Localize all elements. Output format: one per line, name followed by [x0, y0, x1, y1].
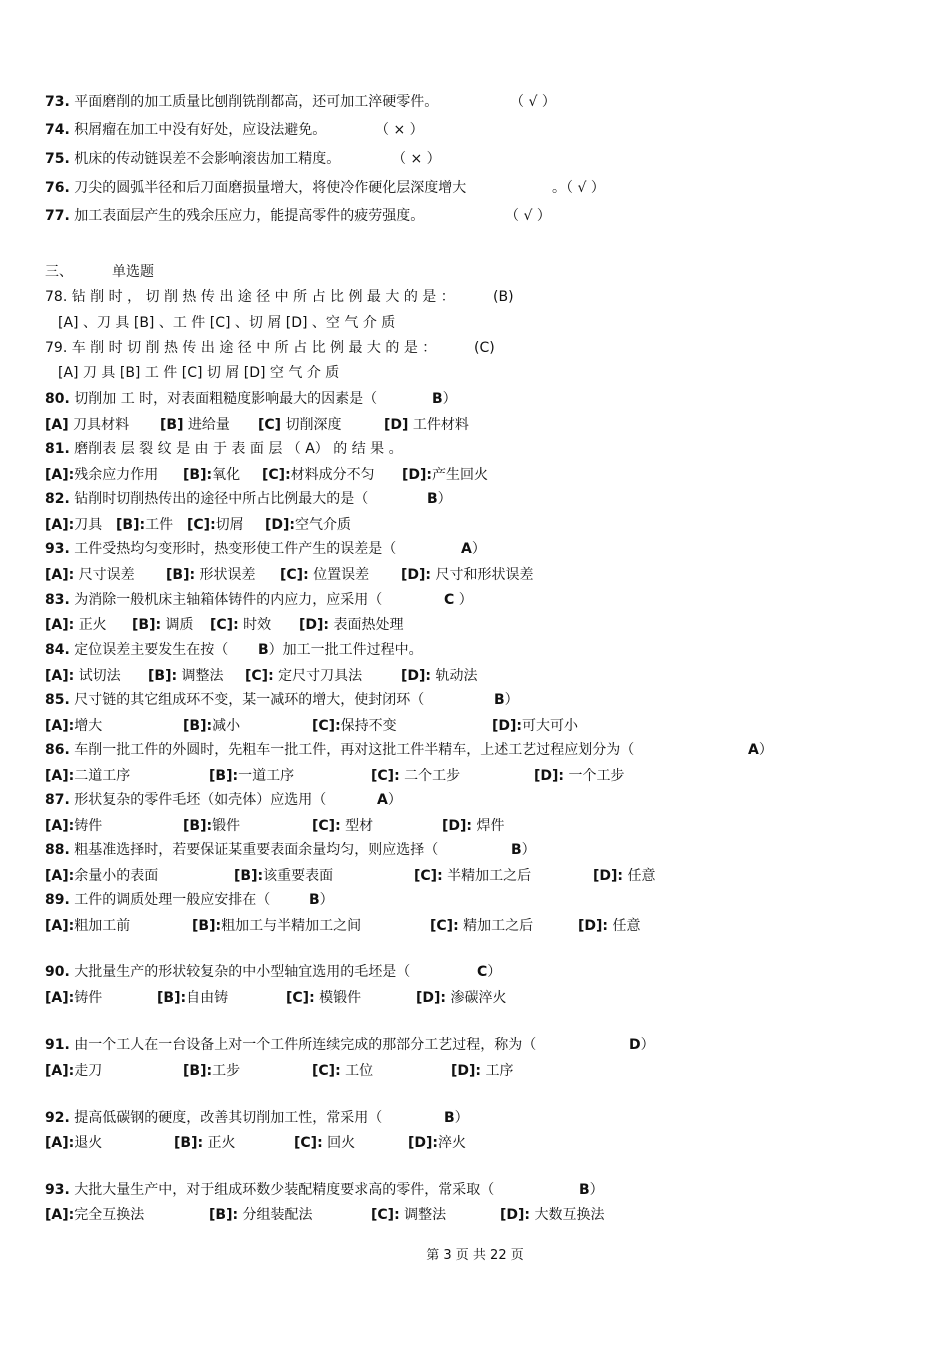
- option-d: [384, 416, 469, 434]
- section-number: 三、: [45, 264, 73, 280]
- section-title: 单选题: [112, 264, 154, 280]
- question-92: [45, 1109, 382, 1127]
- option-key: [D]:: [408, 1135, 439, 1151]
- question-85: [45, 691, 424, 709]
- option-a: [45, 466, 158, 484]
- question-text: 加工表面层产生的残余压应力，能提高零件的疲劳强度。: [74, 208, 425, 224]
- option-b: [183, 466, 240, 484]
- tf-answer-mark: （ × ）: [392, 151, 441, 167]
- option-key: [A]:: [45, 467, 75, 483]
- option-key: [B]:: [116, 517, 146, 533]
- option-key: [C]:: [280, 567, 309, 583]
- option-d: [401, 566, 533, 584]
- question-text: 大批量生产的形状较复杂的中小型轴宜选用的毛坯是（: [74, 964, 411, 980]
- option-text: 渗碳淬火: [450, 990, 507, 1006]
- answer-close: ）: [442, 391, 457, 407]
- option-d: [578, 917, 640, 935]
- question-93b: [45, 1181, 494, 1199]
- question-answer: [427, 490, 452, 508]
- option-key: [B]:: [166, 567, 196, 583]
- option-text: 粗加工与半精加工之间: [221, 918, 362, 934]
- option-key: [D]:: [593, 868, 624, 884]
- option-key: [D]:: [265, 517, 296, 533]
- answer-letter: A: [377, 792, 388, 808]
- option-text: 工序: [485, 1063, 514, 1079]
- question-number: 73.: [45, 94, 70, 110]
- option-key: [B]:: [209, 1207, 239, 1223]
- answer-letter: A: [748, 742, 759, 758]
- option-b: [174, 1134, 236, 1152]
- option-c: [258, 416, 342, 434]
- option-text: 回火: [327, 1135, 356, 1151]
- option-c: [210, 616, 271, 634]
- tf-item-76: [45, 179, 466, 197]
- option-key: [D]:: [416, 990, 447, 1006]
- option-key: [B]:: [157, 990, 187, 1006]
- option-key: [C]:: [430, 918, 459, 934]
- answer-close: ）: [521, 842, 536, 858]
- question-number: 89.: [45, 892, 70, 908]
- option-key: [C]:: [187, 517, 216, 533]
- question-number: 87.: [45, 792, 70, 808]
- answer-close: ）加工一批工件过程中。: [268, 642, 423, 658]
- option-b: [160, 416, 230, 434]
- option-key: [D]:: [442, 818, 473, 834]
- option-c: [187, 516, 244, 534]
- option-text: 正火: [207, 1135, 236, 1151]
- question-84: [45, 641, 228, 659]
- answer-close: ）: [758, 742, 773, 758]
- option-key: [A]:: [45, 668, 75, 684]
- question-text: 形状复杂的零件毛坯（如壳体）应选用（: [74, 792, 327, 808]
- option-text: 一个工步: [568, 768, 625, 784]
- option-key: [D]:: [500, 1207, 531, 1223]
- question-91: [45, 1036, 536, 1054]
- option-b: [116, 516, 173, 534]
- question-answer: [258, 641, 423, 659]
- question-answer: [629, 1036, 655, 1054]
- option-text: 试切法: [78, 668, 121, 684]
- option-d: [534, 767, 624, 785]
- option-b: [148, 667, 224, 685]
- answer-letter: B: [511, 842, 522, 858]
- option-text: 工步: [212, 1063, 241, 1079]
- question-text: 磨削表 层 裂 纹 是 由 于 表 面 层 （ A） 的 结 果 。: [74, 441, 403, 457]
- option-key: [A]:: [45, 818, 75, 834]
- answer-close: ）: [471, 541, 486, 557]
- question-number: 85.: [45, 692, 70, 708]
- option-key: [A]:: [45, 1207, 75, 1223]
- question-number: 84.: [45, 642, 70, 658]
- question-text: 刀尖的圆弧半径和后刀面磨损量增大，将使冷作硬化层深度增大: [74, 180, 467, 196]
- option-key: [D]:: [534, 768, 565, 784]
- option-key: [B]:: [183, 818, 213, 834]
- option-key: [B]:: [132, 617, 162, 633]
- option-b: [166, 566, 256, 584]
- option-text: 精加工之后: [463, 918, 534, 934]
- question-number: 93.: [45, 1182, 70, 1198]
- option-key: [C]:: [210, 617, 239, 633]
- question-number: 83.: [45, 592, 70, 608]
- option-text: 时效: [243, 617, 272, 633]
- option-text: 位置误差: [313, 567, 370, 583]
- tf-item-77: [45, 207, 424, 225]
- option-key: [C]:: [371, 1207, 400, 1223]
- option-text: 模锻件: [319, 990, 362, 1006]
- question-text: 积屑瘤在加工中没有好处，应设法避免。: [74, 122, 327, 138]
- option-d: [299, 616, 403, 634]
- option-d: [492, 717, 578, 735]
- option-key: [C]:: [286, 990, 315, 1006]
- question-number: 80.: [45, 391, 70, 407]
- option-key: [D]:: [299, 617, 330, 633]
- answer-letter: B: [579, 1182, 590, 1198]
- question-number: 90.: [45, 964, 70, 980]
- option-a: [45, 767, 130, 785]
- answer-letter: B: [494, 692, 505, 708]
- option-text: 切屑: [215, 517, 244, 533]
- option-text: 型材: [345, 818, 374, 834]
- question-text: 车削一批工件的外圆时，先粗车一批工件，再对这批工件半精车，上述工艺过程应划分为（: [74, 742, 635, 758]
- option-key: [A]:: [45, 1063, 75, 1079]
- option-key: [C]:: [414, 868, 443, 884]
- answer-close: ）: [319, 892, 334, 908]
- question-answer: [432, 390, 457, 408]
- option-key: [A]:: [45, 718, 75, 734]
- option-key: [D]:: [401, 668, 432, 684]
- option-key: [A]:: [45, 617, 75, 633]
- option-text: 二个工步: [404, 768, 461, 784]
- option-key: [A]:: [45, 918, 75, 934]
- question-text: 切削加 工 时，对表面粗糙度影响最大的因素是（: [74, 391, 378, 407]
- question-81: [45, 440, 403, 458]
- question-number: 81.: [45, 441, 70, 457]
- tf-item-73: [45, 93, 438, 111]
- question-78-options: [A] 、刀 具 [B] 、工 件 [C] 、切 屑 [D] 、空 气 介 质: [58, 315, 396, 331]
- question-text: 工件受热均匀变形时，热变形使工件产生的误差是（: [74, 541, 397, 557]
- question-answer: [444, 1109, 469, 1127]
- option-text: 切削深度: [285, 417, 342, 433]
- option-c: [312, 1062, 373, 1080]
- answer-close: ）: [589, 1182, 604, 1198]
- question-text: 由一个工人在一台设备上对一个工件所连续完成的那部分工艺过程，称为（: [74, 1037, 537, 1053]
- option-d: [442, 817, 504, 835]
- option-a: [45, 989, 102, 1007]
- question-88: [45, 841, 438, 859]
- option-b: [157, 989, 228, 1007]
- question-82: [45, 490, 368, 508]
- option-text: 保持不变: [340, 718, 397, 734]
- option-text: 自由铸: [186, 990, 229, 1006]
- option-text: 工件材料: [412, 417, 469, 433]
- answer-letter: D: [629, 1037, 641, 1053]
- answer-letter: C: [444, 592, 455, 608]
- page-footer: 第 3 页 共 22 页: [426, 1248, 524, 1263]
- option-text: 产生回火: [432, 467, 489, 483]
- question-number: 86.: [45, 742, 70, 758]
- question-text: 工件的调质处理一般应安排在（: [74, 892, 271, 908]
- option-key: [B]:: [183, 1063, 213, 1079]
- answer-close: ）: [640, 1037, 655, 1053]
- question-answer: [579, 1181, 604, 1199]
- option-d: [401, 667, 477, 685]
- answer-letter: B: [427, 491, 438, 507]
- option-key: [B]:: [174, 1135, 204, 1151]
- option-text: 铸件: [74, 990, 103, 1006]
- option-d: [416, 989, 506, 1007]
- option-key: [D]:: [492, 718, 523, 734]
- option-c: [294, 1134, 355, 1152]
- option-key: [D]: [384, 417, 409, 433]
- question-text: 提高低碳钢的硬度，改善其切削加工性，常采用（: [74, 1110, 383, 1126]
- option-c: [245, 667, 362, 685]
- answer-letter: B: [258, 642, 269, 658]
- option-text: 氧化: [212, 467, 241, 483]
- option-b: [132, 616, 194, 634]
- option-b: [209, 767, 294, 785]
- option-key: [A]:: [45, 990, 75, 1006]
- option-key: [A]:: [45, 768, 75, 784]
- question-number: 75.: [45, 151, 70, 167]
- option-a: [45, 1134, 102, 1152]
- option-text: 调整法: [181, 668, 224, 684]
- option-key: [A]: [45, 417, 69, 433]
- option-text: 轨动法: [435, 668, 478, 684]
- answer-close: ）: [437, 491, 452, 507]
- question-79-answer: (C): [474, 340, 495, 356]
- question-87: [45, 791, 326, 809]
- option-text: 尺寸误差: [78, 567, 135, 583]
- option-text: 焊件: [476, 818, 505, 834]
- question-number: 93.: [45, 541, 70, 557]
- question-86: [45, 741, 634, 759]
- option-a: [45, 1062, 102, 1080]
- option-text: 表面热处理: [333, 617, 404, 633]
- option-text: 淬火: [438, 1135, 467, 1151]
- question-text: 为消除一般机床主轴箱体铸件的内应力，应采用（: [74, 592, 383, 608]
- option-text: 材料成分不匀: [290, 467, 375, 483]
- question-78-answer: (B): [493, 289, 514, 305]
- question-79-options: [A] 刀 具 [B] 工 件 [C] 切 屑 [D] 空 气 介 质: [58, 365, 340, 381]
- option-text: 形状误差: [199, 567, 256, 583]
- option-text: 尺寸和形状误差: [435, 567, 534, 583]
- option-d: [451, 1062, 513, 1080]
- option-text: 退火: [74, 1135, 103, 1151]
- option-key: [B]:: [183, 718, 213, 734]
- option-c: [371, 1206, 446, 1224]
- question-answer: [461, 540, 486, 558]
- option-key: [A]:: [45, 567, 75, 583]
- tf-answer-mark: 。（ √ ）: [552, 180, 605, 196]
- option-key: [B]:: [183, 467, 213, 483]
- question-text: 粗基准选择时，若要保证某重要表面余量均匀，则应选择（: [74, 842, 439, 858]
- option-c: [414, 867, 531, 885]
- question-number: 77.: [45, 208, 70, 224]
- option-text: 粗加工前: [74, 918, 131, 934]
- option-text: 减小: [212, 718, 241, 734]
- question-number: 74.: [45, 122, 70, 138]
- answer-close: ）: [487, 964, 502, 980]
- option-b: [209, 1206, 313, 1224]
- option-text: 二道工序: [74, 768, 131, 784]
- option-a: [45, 416, 129, 434]
- question-93a: [45, 540, 396, 558]
- option-key: [B]: [160, 417, 184, 433]
- option-key: [A]:: [45, 517, 75, 533]
- question-answer: [511, 841, 536, 859]
- option-d: [402, 466, 488, 484]
- option-key: [D]:: [402, 467, 433, 483]
- answer-letter: A: [461, 541, 472, 557]
- option-key: [C]:: [245, 668, 274, 684]
- option-key: [C]: [258, 417, 282, 433]
- question-83: [45, 591, 382, 609]
- tf-answer-mark: （ √ ）: [510, 94, 556, 110]
- option-text: 半精加工之后: [447, 868, 532, 884]
- option-c: [371, 767, 460, 785]
- option-text: 调整法: [404, 1207, 447, 1223]
- question-answer: [377, 791, 402, 809]
- question-number: 82.: [45, 491, 70, 507]
- option-text: 可大可小: [522, 718, 579, 734]
- option-b: [183, 817, 240, 835]
- option-text: 铸件: [74, 818, 103, 834]
- option-key: [D]:: [578, 918, 609, 934]
- option-text: 锻件: [212, 818, 241, 834]
- question-text: 钻削时切削热传出的途径中所占比例最大的是（: [74, 491, 369, 507]
- option-key: [B]:: [209, 768, 239, 784]
- tf-item-74: [45, 121, 326, 139]
- question-number: 91.: [45, 1037, 70, 1053]
- option-a: [45, 1206, 144, 1224]
- option-d: [500, 1206, 604, 1224]
- option-b: [183, 717, 240, 735]
- option-a: [45, 867, 158, 885]
- option-d: [408, 1134, 466, 1152]
- option-text: 工件: [145, 517, 174, 533]
- question-78: 78. 钻 削 时 ， 切 削 热 传 出 途 径 中 所 占 比 例 最 大 的 是 ：: [45, 289, 455, 305]
- question-answer: [444, 591, 473, 609]
- question-text: 机床的传动链误差不会影响滚齿加工精度。: [74, 151, 341, 167]
- option-a: [45, 616, 107, 634]
- option-text: 任意: [627, 868, 656, 884]
- option-text: 调质: [165, 617, 194, 633]
- option-text: 进给量: [187, 417, 230, 433]
- question-answer: [477, 963, 501, 981]
- tf-answer-mark: （ √ ）: [505, 208, 551, 224]
- option-text: 空气介质: [295, 517, 352, 533]
- option-key: [C]:: [312, 718, 341, 734]
- question-text: 尺寸链的其它组成环不变，某一减环的增大，使封闭环（: [74, 692, 425, 708]
- question-number: 88.: [45, 842, 70, 858]
- option-text: 刀具: [74, 517, 103, 533]
- answer-letter: C: [477, 964, 488, 980]
- option-key: [B]:: [192, 918, 222, 934]
- option-key: [B]:: [234, 868, 264, 884]
- tf-answer-mark: （ × ）: [375, 122, 424, 138]
- option-text: 余量小的表面: [74, 868, 159, 884]
- option-d: [265, 516, 351, 534]
- option-a: [45, 817, 102, 835]
- option-text: 工位: [345, 1063, 374, 1079]
- option-c: [280, 566, 369, 584]
- option-key: [C]:: [312, 1063, 341, 1079]
- answer-close: ）: [504, 692, 519, 708]
- option-key: [D]:: [401, 567, 432, 583]
- option-b: [192, 917, 361, 935]
- question-80: [45, 390, 377, 408]
- option-b: [234, 867, 333, 885]
- option-c: [262, 466, 375, 484]
- question-89: [45, 891, 270, 909]
- option-c: [312, 717, 397, 735]
- option-c: [312, 817, 373, 835]
- option-text: 任意: [612, 918, 641, 934]
- question-number: 76.: [45, 180, 70, 196]
- tf-item-75: [45, 150, 340, 168]
- option-c: [430, 917, 533, 935]
- option-key: [A]:: [45, 1135, 75, 1151]
- option-text: 定尺寸刀具法: [278, 668, 363, 684]
- option-a: [45, 917, 130, 935]
- option-text: 正火: [78, 617, 107, 633]
- question-text: 定位误差主要发生在按（: [74, 642, 229, 658]
- question-79: 79. 车 削 时 切 削 热 传 出 途 径 中 所 占 比 例 最 大 的 是 ：: [45, 340, 437, 356]
- question-text: 平面磨削的加工质量比刨削铣削都高，还可加工淬硬零件。: [74, 94, 439, 110]
- answer-letter: B: [309, 892, 320, 908]
- option-key: [C]:: [294, 1135, 323, 1151]
- option-text: 刀具材料: [73, 417, 130, 433]
- option-key: [C]:: [371, 768, 400, 784]
- option-key: [C]:: [312, 818, 341, 834]
- option-text: 增大: [74, 718, 103, 734]
- question-answer: [309, 891, 334, 909]
- question-90: [45, 963, 410, 981]
- option-text: 该重要表面: [263, 868, 334, 884]
- question-text: 大批大量生产中，对于组成环数少装配精度要求高的零件，常采取（: [74, 1182, 495, 1198]
- option-text: 走刀: [74, 1063, 103, 1079]
- question-answer: [748, 741, 773, 759]
- option-key: [B]:: [148, 668, 178, 684]
- option-a: [45, 566, 135, 584]
- option-a: [45, 516, 102, 534]
- option-text: 分组装配法: [242, 1207, 313, 1223]
- option-key: [A]:: [45, 868, 75, 884]
- option-text: 大数互换法: [534, 1207, 605, 1223]
- option-b: [183, 1062, 240, 1080]
- answer-letter: B: [444, 1110, 455, 1126]
- option-key: [D]:: [451, 1063, 482, 1079]
- answer-close: ）: [387, 792, 402, 808]
- question-answer: [494, 691, 519, 709]
- option-text: 完全互换法: [74, 1207, 145, 1223]
- option-text: 一道工序: [238, 768, 295, 784]
- question-number: 92.: [45, 1110, 70, 1126]
- option-text: 残余应力作用: [74, 467, 159, 483]
- option-a: [45, 667, 121, 685]
- answer-close: ）: [458, 592, 473, 608]
- answer-letter: B: [432, 391, 443, 407]
- option-d: [593, 867, 655, 885]
- answer-close: ）: [454, 1110, 469, 1126]
- option-key: [C]:: [262, 467, 291, 483]
- option-a: [45, 717, 102, 735]
- option-c: [286, 989, 361, 1007]
